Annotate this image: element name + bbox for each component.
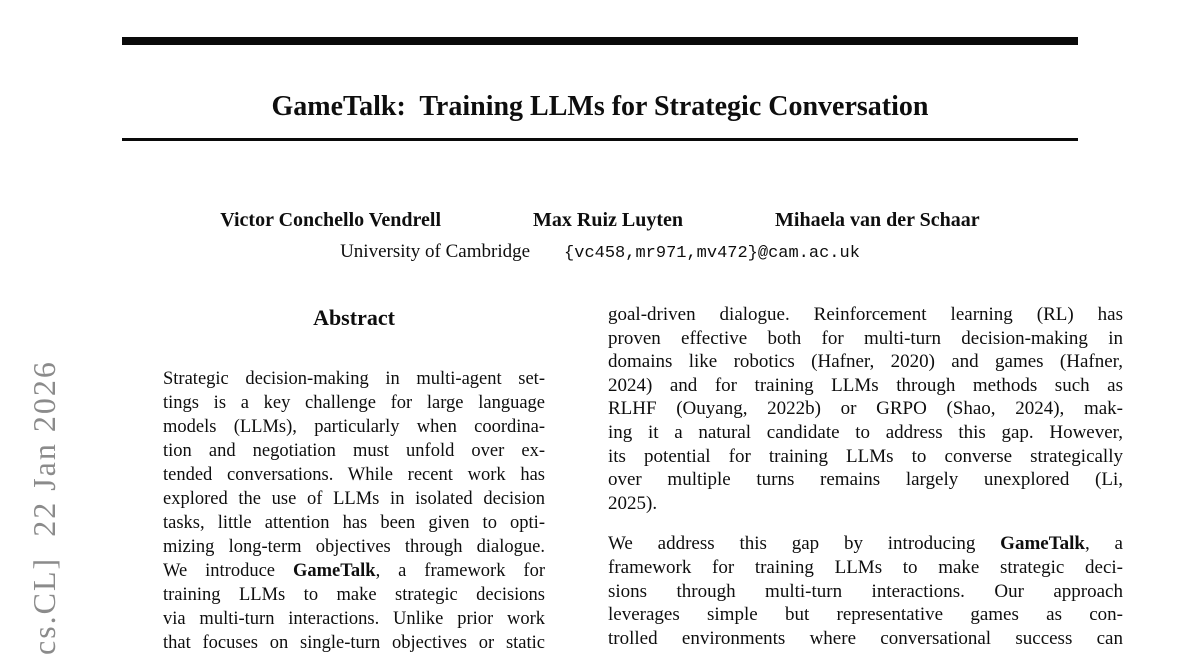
abstract-line: tion and negotiation must unfold over ex-	[163, 441, 545, 461]
body-line: domains like robotics (Hafner, 2020) and games (Hafner,	[608, 351, 1123, 373]
abstract-line: that focuses on single-turn objectives or static	[163, 633, 545, 653]
body-line: RLHF (Ouyang, 2022b) or GRPO (Shao, 2024), mak-	[608, 398, 1123, 420]
abstract-column	[163, 305, 545, 655]
body-column	[608, 303, 1123, 650]
authors-row	[0, 209, 1200, 232]
author-name: Mihaela van der Schaar	[775, 209, 980, 231]
body-line: We address this gap by introducing GameTalk, a	[608, 533, 1123, 555]
abstract-line: We introduce GameTalk, a framework for	[163, 561, 545, 581]
affiliation: University of Cambridge	[340, 241, 531, 262]
title-rule-top	[122, 37, 1078, 45]
abstract-line: Strategic decision-making in multi-agent set-	[163, 369, 545, 389]
author-emails: {vc458,mr971,mv472}@cam.ac.uk	[564, 244, 860, 263]
author-name: Victor Conchello Vendrell	[220, 209, 442, 231]
author-name: Max Ruiz Luyten	[533, 209, 684, 231]
body-line: over multiple turns remains largely unexplored (Li,	[608, 469, 1123, 491]
body-paragraph	[608, 303, 1123, 515]
body-paragraph	[608, 532, 1123, 650]
body-line: framework for training LLMs to make strategic deci-	[608, 556, 1123, 578]
abstract-line: via multi-turn interactions. Unlike prior work	[163, 609, 545, 629]
title-rule-bottom	[122, 138, 1078, 141]
body-line: goal-driven dialogue. Reinforcement learning (RL) has	[608, 304, 1123, 325]
abstract-line: models (LLMs), particularly when coordina-	[163, 417, 545, 437]
abstract-line: training LLMs to make strategic decisions	[163, 585, 545, 605]
abstract-line: tasks, little attention has been given to opti-	[163, 513, 545, 533]
body-line: ing it a natural candidate to address this gap. However,	[608, 421, 1123, 443]
abstract-heading: Abstract	[313, 305, 395, 330]
body-line: proven effective both for multi-turn decision-making in	[608, 327, 1123, 349]
arxiv-category-stamp: cs.CL] 22 Jan 2026	[26, 360, 62, 655]
body-line: leverages simple but representative games as con-	[608, 604, 1123, 626]
abstract-line: tings is a key challenge for large language	[163, 393, 545, 413]
abstract-line: mizing long-term objectives through dialogue.	[163, 537, 545, 557]
abstract-line: explored the use of LLMs in isolated decision	[163, 489, 545, 509]
body-line: trolled environments where conversational success can	[608, 627, 1123, 649]
paper-title: GameTalk: Training LLMs for Strategic Conversation	[271, 90, 929, 122]
abstract-line: tended conversations. While recent work has	[163, 465, 545, 485]
body-line: 2024) and for training LLMs through methods such as	[608, 374, 1123, 396]
body-line: its potential for training LLMs to converse strategically	[608, 445, 1123, 467]
body-line: sions through multi-turn interactions. Our approach	[608, 580, 1123, 602]
affiliation-row	[0, 241, 1200, 263]
body-line: 2025).	[608, 492, 658, 514]
